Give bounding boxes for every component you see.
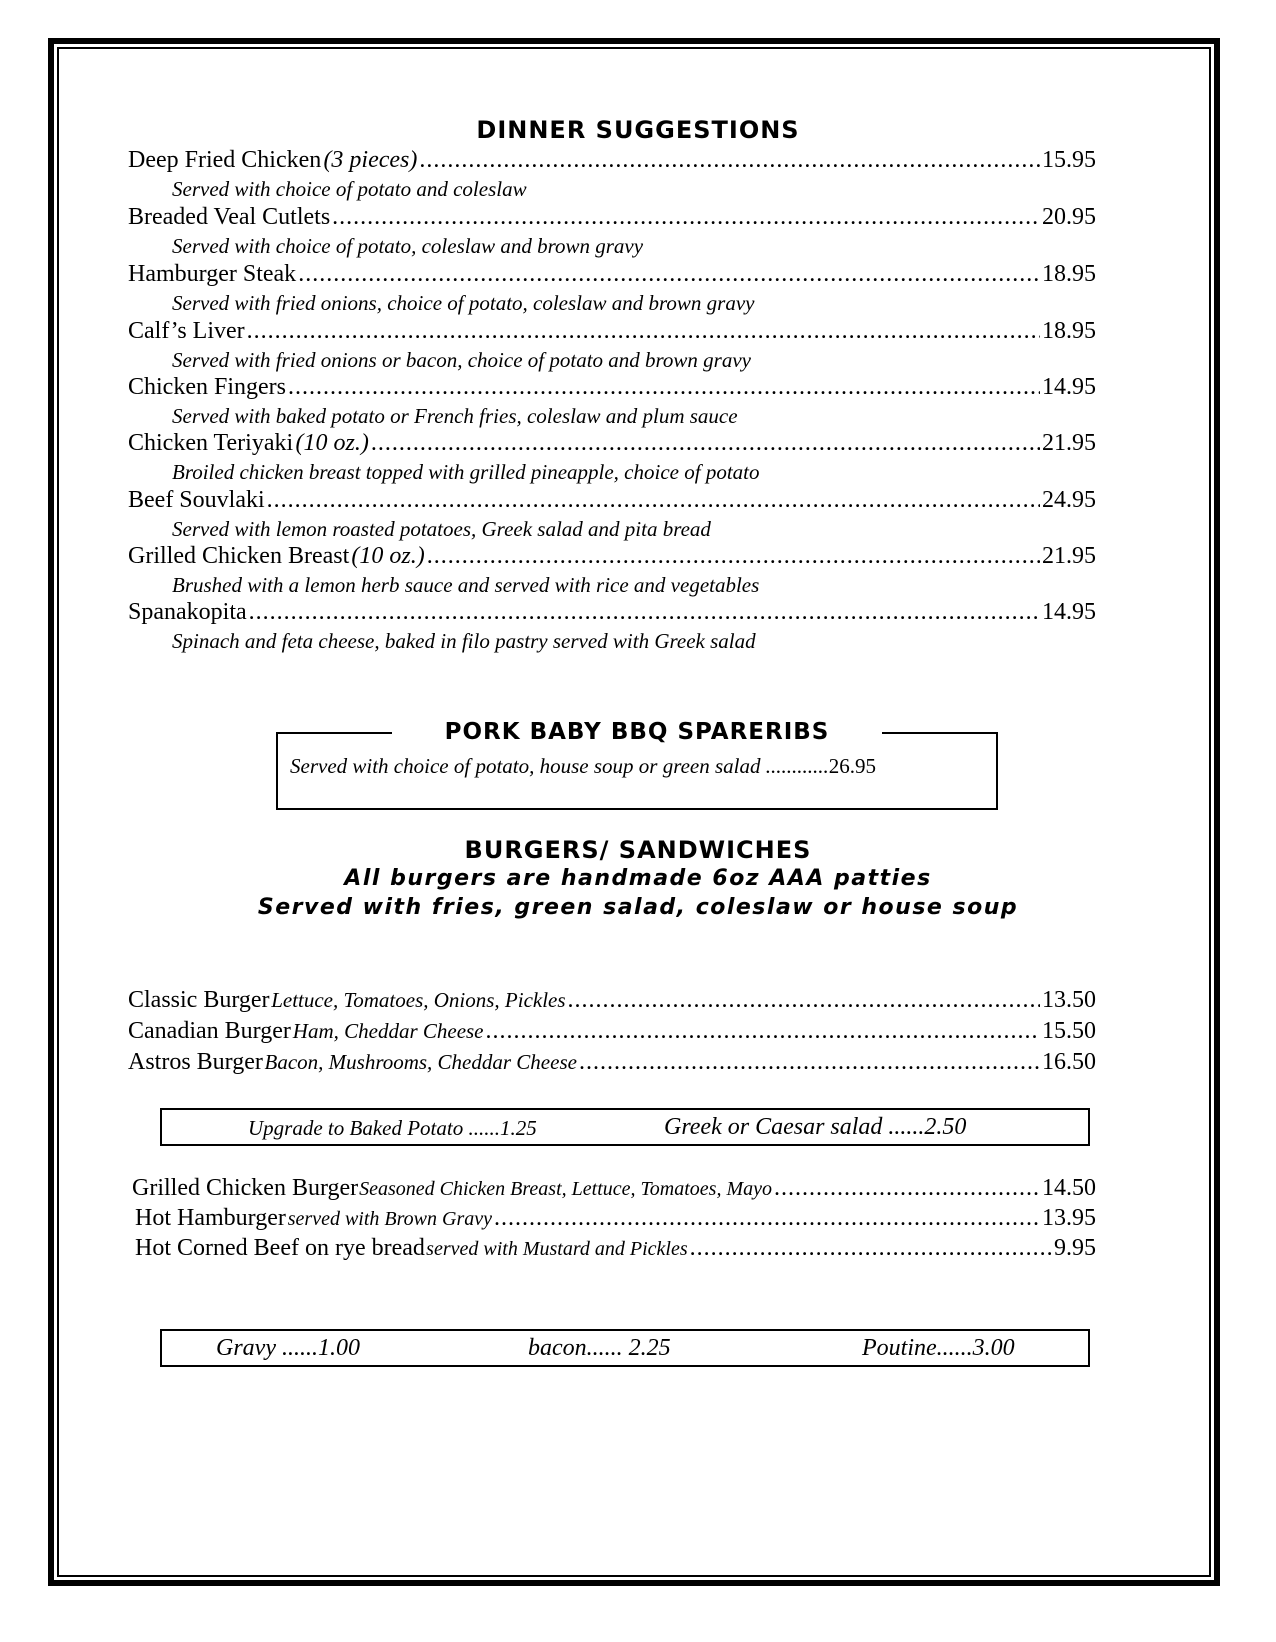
menu-item-hot-corned-beef — [135, 1235, 1096, 1265]
dot-leader — [579, 1049, 1040, 1076]
item-name: Breaded Veal Cutlets — [128, 204, 331, 230]
dot-leader — [247, 318, 1040, 345]
item-name: Deep Fried Chicken — [128, 147, 322, 173]
dot-leader — [494, 1205, 1040, 1232]
item-price: 9.95 — [1054, 1235, 1096, 1261]
menu-item-deep-fried-chicken — [128, 147, 1096, 177]
item-name: Beef Souvlaki — [128, 487, 265, 513]
item-note: (10 oz.) — [351, 543, 425, 569]
item-name: Grilled Chicken Burger — [132, 1175, 359, 1201]
menu-item-spanakopita — [128, 599, 1096, 629]
menu-item-calfs-liver — [128, 318, 1096, 348]
dot-leader — [267, 487, 1040, 514]
item-note: served with Brown Gravy — [287, 1208, 492, 1230]
item-description: Spinach and feta cheese, baked in filo pastry served with Greek salad — [172, 629, 756, 653]
item-name: Hot Hamburger — [135, 1205, 286, 1231]
item-note: Seasoned Chicken Breast, Lettuce, Tomatoes, Mayo — [359, 1178, 772, 1200]
extra-bacon: bacon...... 2.25 — [528, 1335, 671, 1361]
dot-leader — [419, 147, 1040, 174]
item-description: Brushed with a lemon herb sauce and served with rice and vegetables — [172, 573, 760, 597]
item-price: 20.95 — [1042, 204, 1096, 230]
dot-leader — [486, 1018, 1040, 1045]
item-name: Classic Burger — [128, 987, 270, 1013]
item-name: Canadian Burger — [128, 1018, 291, 1044]
upgrade-salad: Greek or Caesar salad ......2.50 — [664, 1114, 967, 1140]
item-price: 15.50 — [1042, 1018, 1096, 1044]
item-price: 16.50 — [1042, 1049, 1096, 1075]
menu-item-chicken-fingers — [128, 374, 1096, 404]
item-price: 21.95 — [1042, 543, 1096, 569]
item-price: 24.95 — [1042, 487, 1096, 513]
dot-leader — [249, 599, 1040, 626]
menu-item-grilled-chicken-breast — [128, 543, 1096, 573]
menu-item-beef-souvlaki — [128, 487, 1096, 517]
item-note: Bacon, Mushrooms, Cheddar Cheese — [264, 1050, 577, 1074]
spareribs-description: Served with choice of potato, house soup or green salad ............ — [290, 754, 829, 778]
item-description: Served with choice of potato and coleslaw — [172, 177, 527, 201]
item-name: Chicken Fingers — [128, 374, 286, 400]
menu-item-chicken-teriyaki — [128, 430, 1096, 460]
dot-leader — [371, 430, 1040, 457]
item-description: Served with fried onions or bacon, choice of potato and brown gravy — [172, 348, 751, 372]
spareribs-title: PORK BABY BBQ SPARERIBS — [392, 719, 882, 745]
menu-item-breaded-veal-cutlets — [128, 204, 1096, 234]
item-name: Astros Burger — [128, 1049, 263, 1075]
dinner-section-title: DINNER SUGGESTIONS — [476, 116, 800, 144]
menu-item-canadian-burger — [128, 1018, 1096, 1048]
burgers-subtitle-patties: All burgers are handmade 6oz AAA patties — [344, 866, 932, 891]
item-note: (3 pieces) — [323, 147, 418, 173]
item-description: Served with fried onions, choice of potato, coleslaw and brown gravy — [172, 291, 755, 315]
burgers-subtitle-sides: Served with fries, green salad, coleslaw or house soup — [257, 895, 1019, 920]
item-description: Served with choice of potato, coleslaw and brown gravy — [172, 234, 644, 258]
item-price: 18.95 — [1042, 318, 1096, 344]
item-note: (10 oz.) — [295, 430, 369, 456]
burgers-section-title: BURGERS/ SANDWICHES — [464, 836, 812, 864]
item-name: Hot Corned Beef on rye bread — [135, 1235, 425, 1261]
dot-leader — [427, 543, 1040, 570]
item-price: 18.95 — [1042, 261, 1096, 287]
menu-item-classic-burger — [128, 987, 1096, 1017]
item-description: Broiled chicken breast topped with grilled pineapple, choice of potato — [172, 460, 760, 484]
upgrade-baked-potato: Upgrade to Baked Potato ......1.25 — [248, 1116, 537, 1140]
item-note: Lettuce, Tomatoes, Onions, Pickles — [271, 988, 566, 1012]
item-price: 14.95 — [1042, 599, 1096, 625]
upgrade-options-box — [160, 1108, 1090, 1146]
dot-leader — [288, 374, 1040, 401]
dot-leader — [690, 1235, 1052, 1262]
dot-leader — [774, 1175, 1040, 1202]
menu-item-astros-burger — [128, 1049, 1096, 1079]
extra-poutine: Poutine......3.00 — [862, 1335, 1015, 1361]
menu-item-hamburger-steak — [128, 261, 1096, 291]
item-name: Hamburger Steak — [128, 261, 297, 287]
item-price: 14.95 — [1042, 374, 1096, 400]
item-name: Grilled Chicken Breast — [128, 543, 350, 569]
item-price: 13.50 — [1042, 987, 1096, 1013]
item-price: 13.95 — [1042, 1205, 1096, 1231]
spareribs-line — [290, 754, 876, 779]
dot-leader — [568, 987, 1040, 1014]
item-name: Spanakopita — [128, 599, 247, 625]
dot-leader — [332, 204, 1040, 231]
item-name: Chicken Teriyaki — [128, 430, 294, 456]
spareribs-price: 26.95 — [828, 754, 876, 778]
item-price: 15.95 — [1042, 147, 1096, 173]
item-price: 21.95 — [1042, 430, 1096, 456]
item-description: Served with baked potato or French fries, coleslaw and plum sauce — [172, 404, 738, 428]
extra-gravy: Gravy ......1.00 — [216, 1335, 360, 1361]
item-price: 14.50 — [1042, 1175, 1096, 1201]
item-description: Served with lemon roasted potatoes, Greek salad and pita bread — [172, 517, 711, 541]
item-note: Ham, Cheddar Cheese — [292, 1019, 484, 1043]
item-name: Calf’s Liver — [128, 318, 245, 344]
menu-item-grilled-chicken-burger — [132, 1175, 1096, 1205]
extras-options-box — [160, 1329, 1090, 1367]
item-note: served with Mustard and Pickles — [426, 1238, 688, 1260]
dot-leader — [298, 261, 1040, 288]
menu-item-hot-hamburger — [135, 1205, 1096, 1235]
